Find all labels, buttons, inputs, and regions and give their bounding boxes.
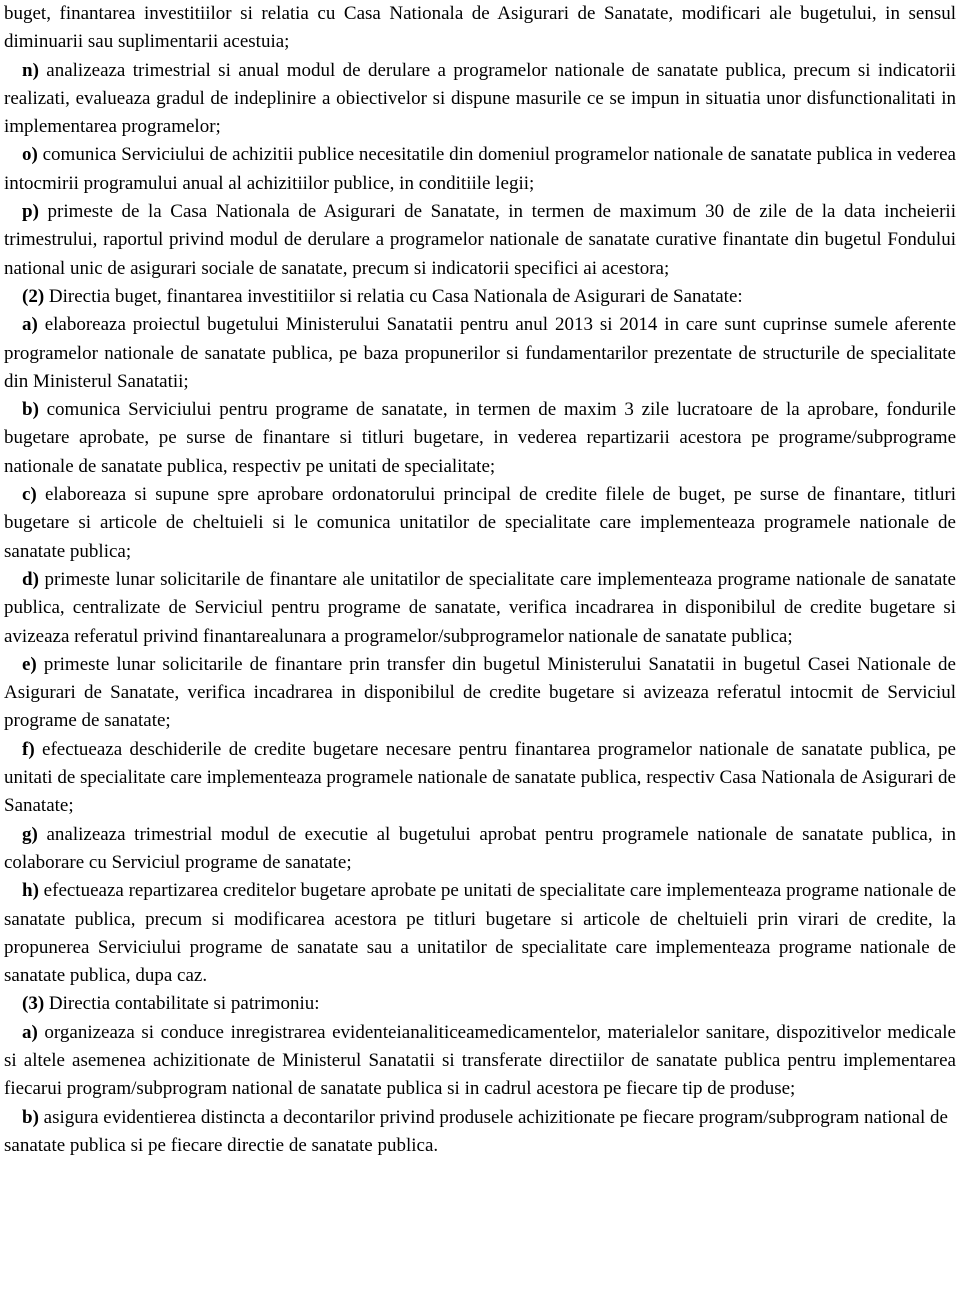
paragraph-body: organizeaza si conduce inregistrarea evidenteianaliticeamedicamentelor, materialelor sanitare, dispozitivelor medicale si altele asemenea achizitionate de Ministerul Sanatatii si transferate directiilor de sanatate publica pentru implementarea fiecarui program/subprogram national de sanatate publica si in cadrul acestora pe fiecare tip de produse; <box>4 1021 956 1100</box>
paragraph-body: analizeaza trimestrial si anual modul de derulare a programelor nationale de sanatate publica, precum si indicatorii realizati, evalueaza gradul de indeplinire a obiectivelor si dispune masurile ce se impun in situatia unor disfunctionalitati in implementarea programelor; <box>4 59 956 138</box>
paragraph-body: analizeaza trimestrial modul de executie al bugetului aprobat pentru programele nationale de sanatate publica, in colaborare cu Serviciul programe de sanatate; <box>4 823 956 873</box>
paragraph-body: Directia buget, finantarea investitiilor si relatia cu Casa Nationala de Asigurari de Sanatate: <box>44 285 743 307</box>
paragraph-body: efectueaza deschiderile de credite bugetare necesare pentru finantarea programelor nationale de sanatate publica, pe unitati de specialitate care implementeaza programele nationale de sanatate publica, respectiv Casa Nationala de Asigurari de Sanatate; <box>4 738 956 817</box>
paragraph-item-2g <box>4 821 956 878</box>
paragraph-lead: n) <box>22 59 39 81</box>
paragraph-lead: a) <box>22 314 38 336</box>
paragraph-body: efectueaza repartizarea creditelor bugetare aprobate pe unitati de specialitate care implementeaza programe nationale de sanatate publica, precum si modificarea acestora pe titluri bugetare si articole de cheltuieli prin virari de credite, la propunerea Serviciului programe de sanatate sau a unitatilor de specialitate care implementeaza programe nationale de sanatate publica, dupa caz. <box>4 880 956 987</box>
paragraph-buget-continuation <box>4 0 956 57</box>
paragraph-lead: p) <box>22 201 39 223</box>
paragraph-item-2d <box>4 566 956 651</box>
paragraph-body: primeste lunar solicitarile de finantare ale unitatilor de specialitate care implementeaza programe nationale de sanatate publica, centralizate de Serviciul pentru programe de sanatate, verifica incadrarea in disponibilul de credite bugetare si avizeaza referatul privind finantarealunara a programelor/subprogramelor nationale de sanatate publica; <box>4 568 956 647</box>
paragraph-item-2c <box>4 481 956 566</box>
paragraph-item-3a <box>4 1019 956 1104</box>
paragraph-item-2h <box>4 877 956 990</box>
paragraph-body: buget, finantarea investitiilor si relatia cu Casa Nationala de Asigurari de Sanatate, modificari ale bugetului, in sensul diminuarii sau suplimentarii acestuia; <box>4 3 956 53</box>
paragraph-item-2e <box>4 651 956 736</box>
section-heading-2 <box>4 283 956 311</box>
paragraph-lead: (3) <box>22 993 45 1015</box>
paragraph-lead: o) <box>22 144 38 166</box>
paragraph-body: primeste de la Casa Nationala de Asigurari de Sanatate, in termen de maximum 30 de zile de la data incheierii trimestrului, raportul privind modul de derulare a programelor nationale de sanatate curative finantate din bugetul Fondului national unic de asigurari sociale de sanatate, precum si indicatorii specifici ai acestora; <box>4 201 956 279</box>
paragraph-lead: f) <box>22 738 35 760</box>
paragraph-lead: b) <box>22 399 39 421</box>
paragraph-body: primeste lunar solicitarile de finantare prin transfer din bugetul Ministerului Sanatatii in bugetul Casei Nationale de Asigurari de Sanatate, verifica incadrarea in disponibilul de credite bugetare si avizeaza referatul intocmit de Serviciul programe de sanatate; <box>4 653 956 732</box>
section-heading-3 <box>4 990 956 1018</box>
paragraph-body: comunica Serviciului de achizitii publice necesitatile din domeniul programelor nationale de sanatate publica in vederea intocmirii programului anual al achizitiilor publice, in conditiile legii; <box>4 144 956 194</box>
paragraph-item-2f <box>4 736 956 821</box>
paragraph-item-2b <box>4 396 956 481</box>
paragraph-lead: h) <box>22 880 39 902</box>
paragraph-lead: e) <box>22 653 37 675</box>
paragraph-lead: c) <box>22 484 37 506</box>
paragraph-body: elaboreaza proiectul bugetului Ministerului Sanatatii pentru anul 2013 si 2014 in care sunt cuprinse sumele aferente programelor nationale de sanatate publica, pe baza propunerilor si fundamentarilor prezentate de structurile de specialitate din Ministerul Sanatatii; <box>4 314 956 392</box>
paragraph-lead: a) <box>22 1021 38 1043</box>
paragraph-lead: (2) <box>22 285 45 307</box>
document-text <box>4 0 956 1160</box>
paragraph-body: asigura evidentierea distincta a decontarilor privind produsele achizitionate pe fiecare program/subprogram national de sanatate publica si pe fiecare directie de sanatate publica. <box>4 1106 948 1156</box>
paragraph-item-2a <box>4 311 956 396</box>
paragraph-body: elaboreaza si supune spre aprobare ordonatorului principal de credite filele de buget, pe surse de finantare, titluri bugetare si articole de cheltuieli si le comunica unitatilor de specialitate care implementeaza programele nationale de sanatate publica; <box>4 484 956 562</box>
paragraph-item-o <box>4 141 956 198</box>
paragraph-body: Directia contabilitate si patrimoniu: <box>44 993 320 1015</box>
paragraph-lead: b) <box>22 1106 39 1128</box>
paragraph-item-n <box>4 57 956 142</box>
paragraph-lead: d) <box>22 568 39 590</box>
paragraph-lead: g) <box>22 823 38 845</box>
paragraph-body: comunica Serviciului pentru programe de sanatate, in termen de maxim 3 zile lucratoare de la aprobare, fondurile bugetare aprobate, pe surse de finantare si titluri bugetare, in vederea repartizarii acestora pe programe/subprograme nationale de sanatate publica, respectiv pe unitati de specialitate; <box>4 399 956 477</box>
paragraph-item-3b <box>4 1104 956 1161</box>
paragraph-item-p <box>4 198 956 283</box>
